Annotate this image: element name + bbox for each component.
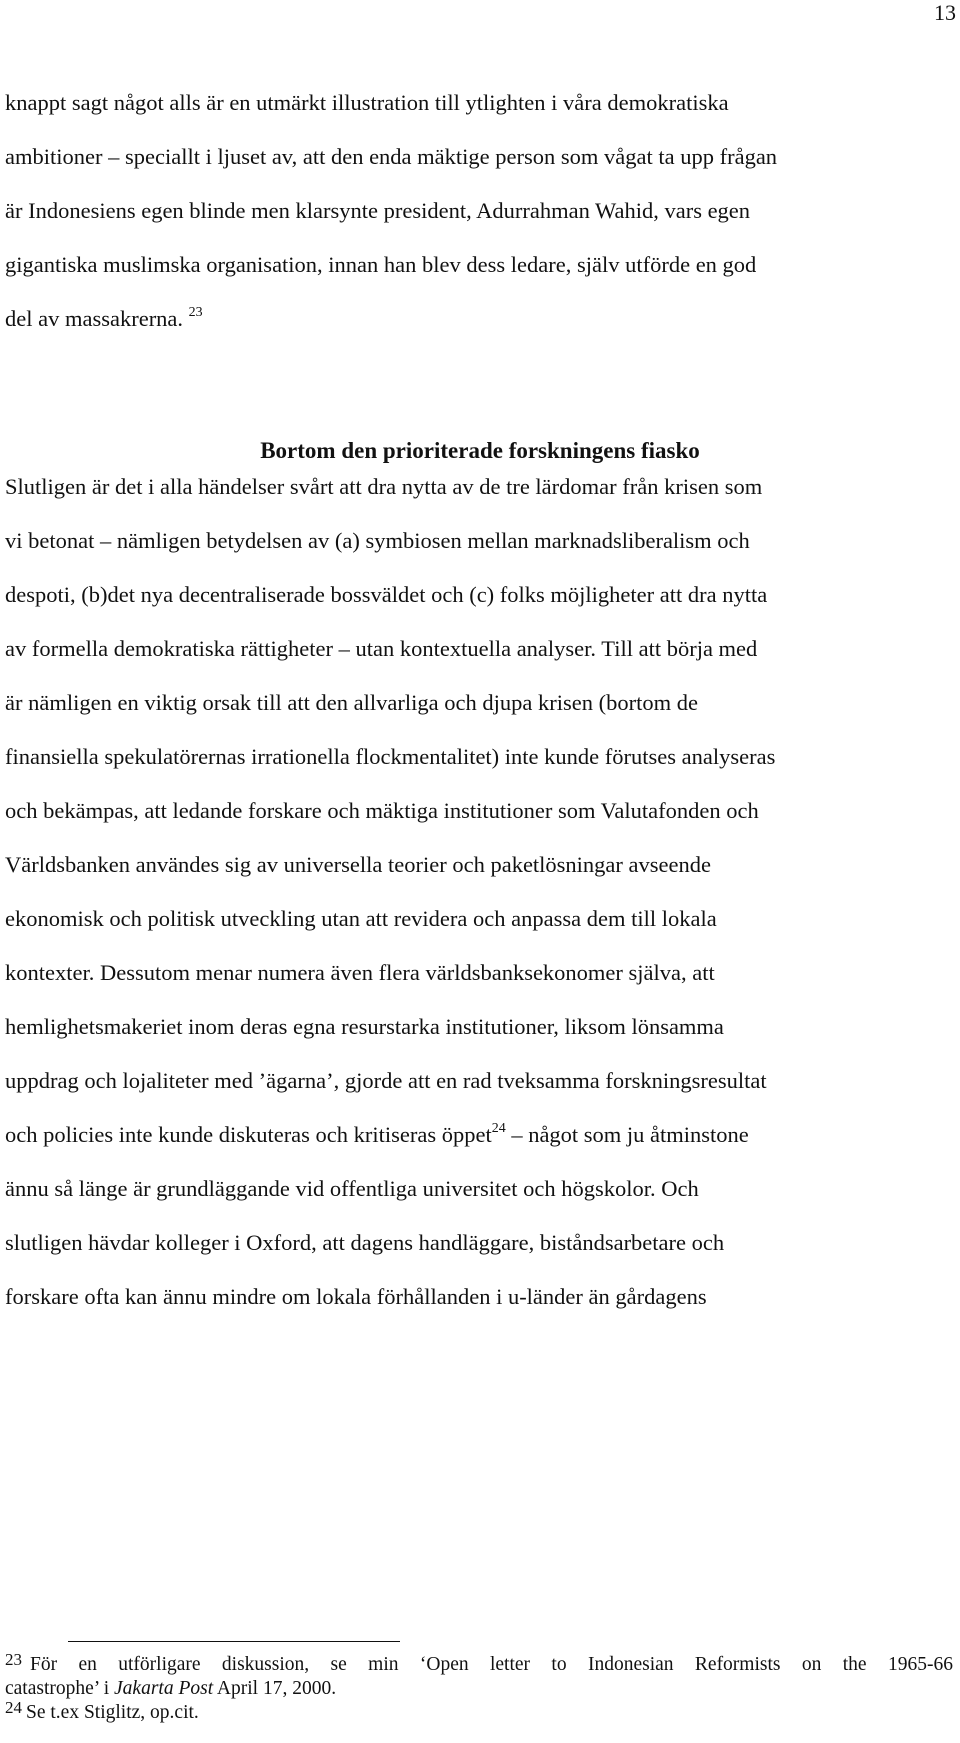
word: the — [842, 1654, 867, 1675]
text-line: vi betonat – nämligen betydelsen av (a) symbiosen mellan marknadsliberalism och — [5, 528, 750, 553]
text-segment: April 17, 2000. — [213, 1678, 337, 1699]
section-heading: Bortom den prioriterade forskningens fiasko — [260, 438, 700, 463]
publication-title: Jakarta Post — [114, 1678, 214, 1699]
text-line: och bekämpas, att ledande forskare och mäktiga institutioner som Valutafonden och — [5, 798, 759, 823]
text-line: är nämligen en viktig orsak till att den allvarliga och djupa krisen (bortom de — [5, 690, 698, 715]
word: Indonesian — [587, 1654, 674, 1675]
word: se — [330, 1654, 347, 1675]
footnote-23-continued — [5, 1677, 336, 1701]
footnote-ref-24[interactable]: 24 — [491, 1120, 506, 1136]
word: 1965-66 — [887, 1654, 953, 1675]
footnote-23 — [5, 1650, 953, 1677]
word: diskussion, — [221, 1654, 310, 1675]
word: Reformists — [694, 1654, 781, 1675]
text-segment: – något som ju åtminstone — [505, 1122, 749, 1147]
footnote-number: 24 — [5, 1698, 22, 1717]
text-line: är Indonesiens egen blinde men klarsynte president, Adurrahman Wahid, vars egen — [5, 198, 751, 223]
text-line: knappt sagt något alls är en utmärkt illustration till ytlighten i våra demokratiska — [5, 90, 729, 115]
text-line: gigantiska muslimska organisation, innan han blev dess ledare, själv utförde en god — [5, 252, 757, 277]
text-segment: och policies inte kunde diskuteras och kritiseras öppet — [5, 1122, 492, 1147]
text-line: finansiella spekulatörernas irrationella flockmentalitet) inte kunde förutses analyseras — [5, 744, 776, 769]
footnote-ref-23[interactable]: 23 — [188, 304, 203, 320]
word: letter — [489, 1654, 531, 1675]
text-line: av formella demokratiska rättigheter – utan kontextuella analyser. Till att börja med — [5, 636, 758, 661]
footnote-24 — [5, 1698, 199, 1725]
word: utförligare — [118, 1654, 201, 1675]
footnote-text: Se t.ex Stiglitz, op.cit. — [26, 1702, 199, 1723]
text-segment: del av massakrerna. — [5, 306, 184, 331]
text-line: kontexter. Dessutom menar numera även flera världsbanksekonomer själva, att — [5, 960, 715, 985]
text-line: ännu så länge är grundläggande vid offentliga universitet och högskolor. Och — [5, 1176, 699, 1201]
text-line: slutligen hävdar kolleger i Oxford, att dagens handläggare, biståndsarbetare och — [5, 1230, 725, 1255]
footnote-separator — [68, 1641, 400, 1642]
page-number: 13 — [934, 0, 956, 25]
word: min — [368, 1654, 399, 1675]
text-line: ambitioner – speciallt i ljuset av, att den enda mäktige person som vågat ta upp frågan — [5, 144, 778, 169]
text-line: Slutligen är det i alla händelser svårt att dra nytta av de tre lärdomar från krisen som — [5, 474, 763, 499]
text-line: despoti, (b)det nya decentraliserade bossväldet och (c) folks möjligheter att dra nytta — [5, 582, 768, 607]
word: on — [801, 1654, 822, 1675]
text-line — [5, 304, 203, 334]
text-segment: catastrophe’ i — [5, 1678, 115, 1699]
text-line: ekonomisk och politisk utveckling utan att revidera och anpassa dem till lokala — [5, 906, 717, 931]
word: to — [551, 1654, 567, 1675]
text-line: Världsbanken användes sig av universella teorier och paketlösningar avseende — [5, 852, 711, 877]
text-line: uppdrag och lojaliteter med ’ägarna’, gjorde att en rad tveksamma forskningsresultat — [5, 1068, 767, 1093]
text-line: forskare ofta kan ännu mindre om lokala förhållanden i u-länder än gårdagens — [5, 1284, 707, 1309]
footnote-number: 23 För — [5, 1650, 58, 1675]
word: ‘Open — [419, 1654, 469, 1675]
text-line — [5, 1120, 749, 1150]
text-line: hemlighetsmakeriet inom deras egna resurstarka institutioner, liksom lönsamma — [5, 1014, 724, 1039]
word: en — [78, 1654, 97, 1675]
